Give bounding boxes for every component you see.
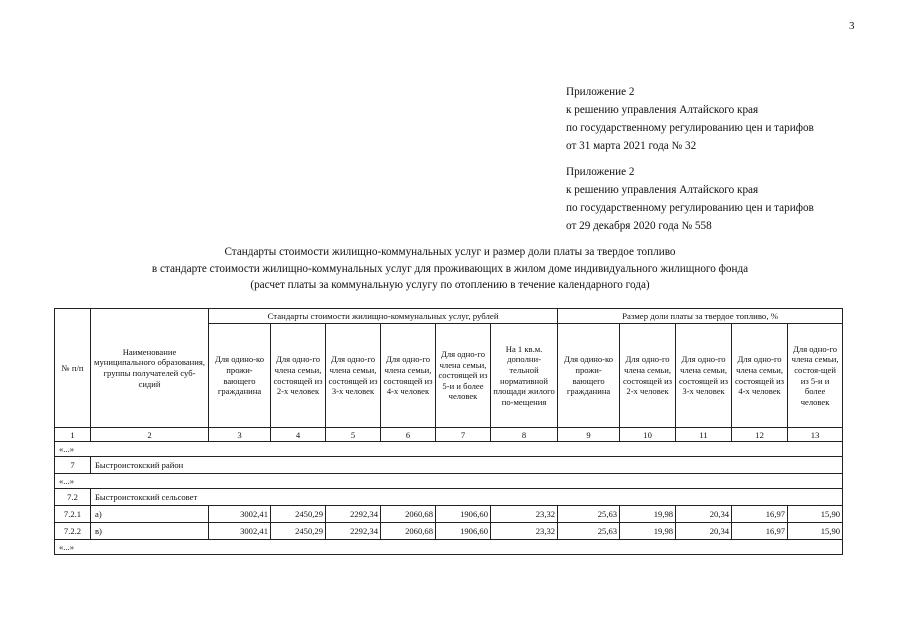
column-numbers-row — [55, 428, 843, 442]
value-cell: 20,34 — [676, 523, 732, 540]
column-number: 9 — [558, 428, 620, 442]
row-group: в) — [91, 523, 209, 540]
council-name: Быстроистокский сельсовет — [91, 489, 843, 506]
header-col-standard: Для одно-го члена семьи, состоящей из 5-и и более человек — [436, 324, 491, 428]
row-group: а) — [91, 506, 209, 523]
title-line: в стандарте стоимости жилищно-коммунальных услуг для проживающих в жилом доме индивидуального жилищного фонда — [151, 262, 749, 275]
header-col-share: Для одно-го члена семьи, состоящей из 4-х человек — [732, 324, 788, 428]
appendix-previous-block — [566, 163, 814, 235]
tariff-table — [54, 308, 843, 555]
value-cell: 23,32 — [491, 523, 558, 540]
appendix-heading: Приложение 2 — [566, 86, 635, 98]
column-number: 11 — [676, 428, 732, 442]
document-title — [50, 244, 850, 294]
ellipsis-marker: «...» — [55, 540, 843, 555]
value-cell: 15,90 — [788, 506, 843, 523]
ellipsis-marker: «...» — [55, 442, 843, 457]
council-number: 7.2 — [55, 489, 91, 506]
title-line: Стандарты стоимости жилищно-коммунальных услуг и размер доли платы за твердое топливо — [224, 246, 676, 258]
appendix-line: к решению управления Алтайского края — [566, 104, 759, 116]
header-num: № п/п — [55, 309, 91, 428]
council-row — [55, 489, 843, 506]
appendix-date: от 29 декабря 2020 года № 558 — [566, 220, 712, 232]
header-group-row — [55, 309, 843, 324]
column-number: 5 — [326, 428, 381, 442]
region-row — [55, 457, 843, 474]
value-cell: 3002,41 — [209, 506, 271, 523]
column-number: 1 — [55, 428, 91, 442]
header-col-standard: Для одно-го члена семьи, состоящей из 2-х человек — [271, 324, 326, 428]
value-cell: 19,98 — [620, 523, 676, 540]
value-cell: 2450,29 — [271, 523, 326, 540]
value-cell: 20,34 — [676, 506, 732, 523]
region-name: Быстроистокский район — [91, 457, 843, 474]
value-cell: 23,32 — [491, 506, 558, 523]
value-cell: 2060,68 — [381, 523, 436, 540]
appendix-line: по государственному регулированию цен и тарифов — [566, 202, 814, 214]
column-number: 13 — [788, 428, 843, 442]
value-cell: 3002,41 — [209, 523, 271, 540]
column-number: 12 — [732, 428, 788, 442]
header-group-share: Размер доли платы за твердое топливо, % — [558, 309, 843, 324]
header-col-share: Для одно-го члена семьи, состоящей из 3-х человек — [676, 324, 732, 428]
value-cell: 16,97 — [732, 523, 788, 540]
column-number: 10 — [620, 428, 676, 442]
value-cell: 2060,68 — [381, 506, 436, 523]
header-name: Наименование муниципального образования, группы получателей суб-сидий — [91, 309, 209, 428]
header-col-standard: На 1 кв.м. дополни-тельной нормативной площади жилого по-мещения — [491, 324, 558, 428]
column-number: 8 — [491, 428, 558, 442]
ellipsis-row — [55, 442, 843, 457]
header-col-standard: Для одно-го члена семьи, состоящей из 3-х человек — [326, 324, 381, 428]
appendix-heading: Приложение 2 — [566, 166, 635, 178]
table-row — [55, 523, 843, 540]
value-cell: 2292,34 — [326, 506, 381, 523]
value-cell: 19,98 — [620, 506, 676, 523]
appendix-line: по государственному регулированию цен и тарифов — [566, 122, 814, 134]
row-number: 7.2.2 — [55, 523, 91, 540]
header-col-share: Для одино-ко прожи-вающего гражданина — [558, 324, 620, 428]
header-col-standard: Для одно-го члена семьи, состоящей из 4-х человек — [381, 324, 436, 428]
row-number: 7.2.1 — [55, 506, 91, 523]
region-number: 7 — [55, 457, 91, 474]
column-number: 7 — [436, 428, 491, 442]
column-number: 2 — [91, 428, 209, 442]
appendix-current-block — [566, 83, 814, 155]
column-number: 3 — [209, 428, 271, 442]
ellipsis-row — [55, 474, 843, 489]
page-number: 3 — [849, 20, 855, 32]
value-cell: 1906,60 — [436, 506, 491, 523]
header-group-standards: Стандарты стоимости жилищно-коммунальных услуг, рублей — [209, 309, 558, 324]
column-number: 6 — [381, 428, 436, 442]
header-col-share: Для одно-го члена семьи, состоящей из 2-х человек — [620, 324, 676, 428]
title-line: (расчет платы за коммунальную услугу по отоплению в течение календарного года) — [250, 279, 650, 291]
header-col-standard: Для одино-ко прожи-вающего гражданина — [209, 324, 271, 428]
table-row — [55, 506, 843, 523]
value-cell: 16,97 — [732, 506, 788, 523]
value-cell: 25,63 — [558, 523, 620, 540]
value-cell: 2450,29 — [271, 506, 326, 523]
value-cell: 15,90 — [788, 523, 843, 540]
value-cell: 1906,60 — [436, 523, 491, 540]
ellipsis-row — [55, 540, 843, 555]
ellipsis-marker: «...» — [55, 474, 843, 489]
value-cell: 25,63 — [558, 506, 620, 523]
value-cell: 2292,34 — [326, 523, 381, 540]
appendix-line: к решению управления Алтайского края — [566, 184, 759, 196]
header-col-share: Для одно-го члена семьи, состоя-щей из 5-и и более человек — [788, 324, 843, 428]
appendix-date: от 31 марта 2021 года № 32 — [566, 140, 697, 152]
column-number: 4 — [271, 428, 326, 442]
